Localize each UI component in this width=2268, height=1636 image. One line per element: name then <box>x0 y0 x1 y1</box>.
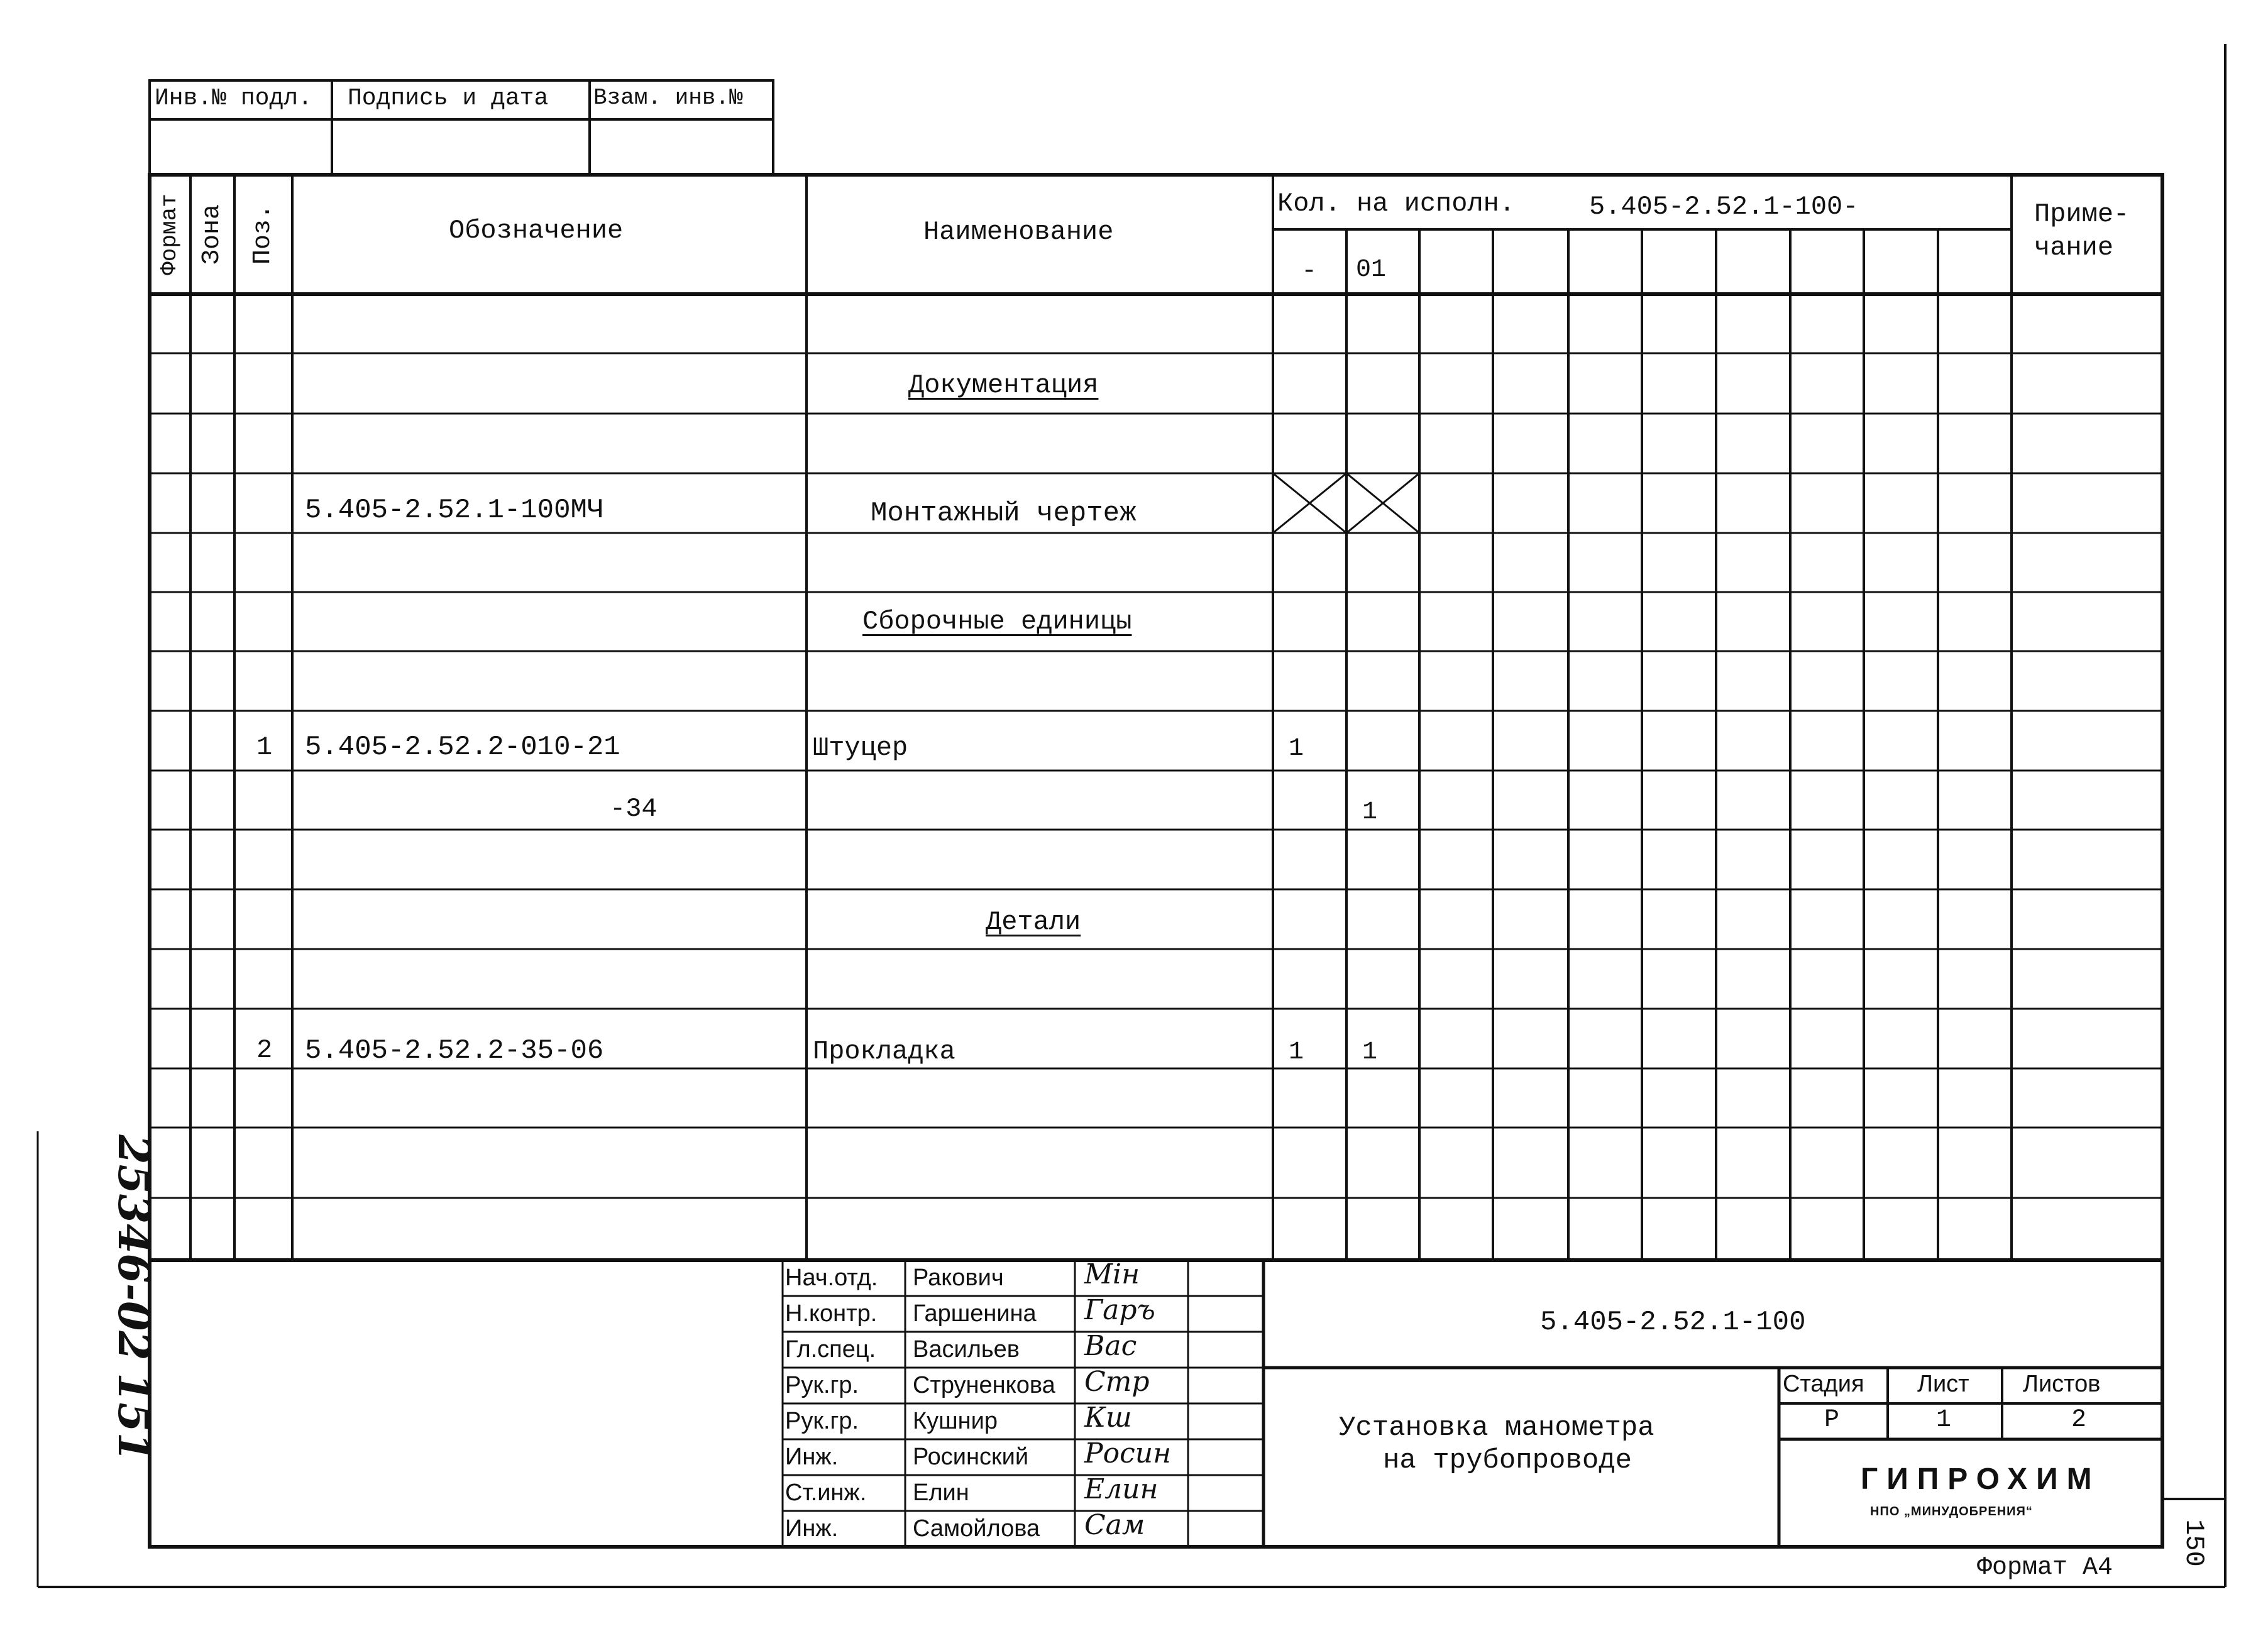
person-name: Струненкова <box>913 1372 1055 1398</box>
person-name: Росинский <box>913 1444 1029 1470</box>
col-format-header: Формат <box>157 194 182 275</box>
organization-subtitle: НПО „МИНУДОБРЕНИЯ“ <box>1870 1505 2033 1518</box>
signature: Вас <box>1084 1330 1137 1362</box>
person-name: Елин <box>913 1480 969 1506</box>
exec-dash: - <box>1301 256 1318 286</box>
signature: Елин <box>1084 1473 1159 1505</box>
item1-designation: 5.405-2.52.2-010-21 <box>305 732 620 763</box>
item1b-qty-01: 1 <box>1362 798 1378 826</box>
item2-qty-base: 1 <box>1289 1038 1304 1067</box>
person-name: Самойлова <box>913 1515 1040 1542</box>
vzam-label: Взам. инв.№ <box>593 85 743 111</box>
document-title-line-2: на трубопроводе <box>1383 1445 1632 1476</box>
doc-designation: 5.405-2.52.1-100МЧ <box>305 495 604 526</box>
role-label: Гл.спец. <box>785 1336 876 1363</box>
col-designation-header: Обозначение <box>449 216 624 246</box>
stage-label: Стадия <box>1783 1371 1864 1397</box>
col-qty-label: Кол. на исполн. <box>1277 189 1516 219</box>
item2-name: Прокладка <box>813 1036 955 1067</box>
podpis-label: Подпись и дата <box>348 85 549 112</box>
item2-designation: 5.405-2.52.2-35-06 <box>305 1035 604 1067</box>
inv-podl-label: Инв.№ подл. <box>155 85 312 112</box>
signature: Стр <box>1084 1366 1150 1398</box>
doc-name: Монтажный чертеж <box>871 498 1137 529</box>
organization-name: ГИПРОХИМ <box>1861 1463 2101 1496</box>
role-label: Инж. <box>785 1444 839 1470</box>
signature: Мін <box>1084 1258 1140 1290</box>
role-label: Н.контр. <box>785 1300 878 1327</box>
person-name: Кушнир <box>913 1408 998 1434</box>
person-name: Васильев <box>913 1336 1020 1363</box>
col-qty-code: 5.405-2.52.1-100- <box>1589 192 1859 222</box>
signature: Гаръ <box>1084 1294 1155 1326</box>
role-label: Рук.гр. <box>785 1372 859 1398</box>
section-documentation: Документация <box>908 370 1099 400</box>
stage-value: Р <box>1824 1406 1840 1434</box>
col-name-header: Наименование <box>923 217 1114 247</box>
signature: Сам <box>1084 1509 1145 1541</box>
role-label: Ст.инж. <box>785 1480 867 1506</box>
item1b-designation: -34 <box>610 794 658 824</box>
col-note-header-2: чание <box>2034 233 2114 263</box>
item1-name: Штуцер <box>813 733 908 763</box>
archive-page: 151 <box>108 1373 158 1462</box>
col-poz-header: Поз. <box>249 204 277 265</box>
col-zona-header: Зона <box>198 204 226 265</box>
sheets-total-label: Листов <box>2023 1371 2101 1397</box>
archive-number: 25346-02 <box>108 1134 158 1361</box>
item1-qty-base: 1 <box>1289 735 1304 763</box>
signature: Росин <box>1084 1437 1172 1469</box>
col-note-header-1: Приме- <box>2034 199 2130 229</box>
sheet-label: Лист <box>1917 1371 1969 1397</box>
person-name: Ракович <box>913 1265 1004 1291</box>
signature: Кш <box>1084 1402 1132 1434</box>
role-label: Рук.гр. <box>785 1408 859 1434</box>
section-parts: Детали <box>986 907 1081 937</box>
sheets-total-value: 2 <box>2071 1406 2087 1434</box>
person-name: Гаршенина <box>913 1300 1037 1327</box>
role-label: Инж. <box>785 1515 839 1542</box>
item2-qty-01: 1 <box>1362 1038 1378 1067</box>
item1-position: 1 <box>256 732 273 762</box>
section-assemblies: Сборочные единицы <box>862 607 1132 637</box>
document-title-line-1: Установка манометра <box>1339 1412 1654 1444</box>
exec-01: 01 <box>1356 256 1387 284</box>
sheet-number: 150 <box>2179 1519 2209 1567</box>
document-code: 5.405-2.52.1-100 <box>1540 1307 1806 1338</box>
sheet-value: 1 <box>1936 1406 1952 1434</box>
role-label: Нач.отд. <box>785 1265 878 1291</box>
format-label: Формат А4 <box>1977 1554 2113 1582</box>
item2-position: 2 <box>256 1035 273 1065</box>
